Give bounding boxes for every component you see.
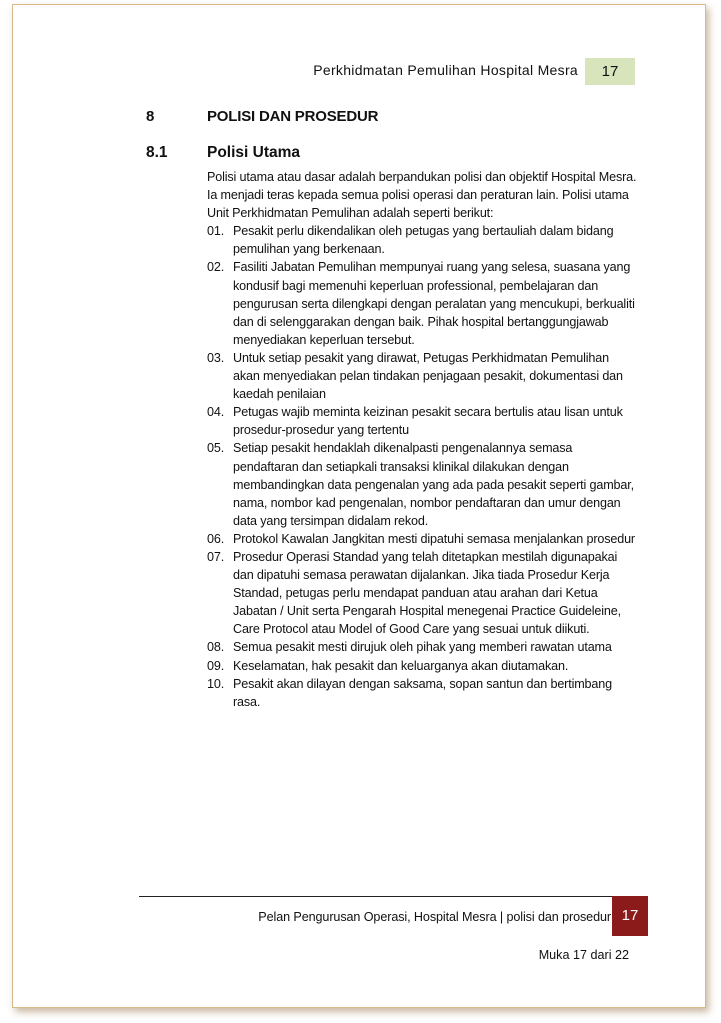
list-item-number: 05. [207,441,225,456]
list-item-text: Pesakit akan dilayan dengan saksama, sopan santun dan bertimbang rasa. [233,676,612,709]
list-item-text: Semua pesakit mesti dirujuk oleh pihak yang memberi rawatan utama [233,640,612,655]
list-item-text: Setiap pesakit hendaklah dikenalpasti pengenalannya semasa pendaftaran dan setiapkali transaksi klinikal dilakukan dengan membandingkan data pengenalan yang ada pada pesakit seperti gambar, nama, nombor kad pengenalan, nombor pendaftaran dan umur dengan data yang tersimpan didalam rekod. [233,441,634,528]
list-item-number: 09. [207,658,225,673]
list-item-text: Untuk setiap pesakit yang dirawat, Petugas Perkhidmatan Pemulihan akan menyediakan pelan tindakan penjagaan pesakit, dokumentasi dan kaedah penilaian [233,350,623,402]
list-item [207,638,637,656]
list-item [207,657,637,675]
header-title: Perkhidmatan Pemulihan Hospital Mesra [313,62,578,78]
list-item [207,403,637,439]
list-item-number: 04. [207,405,225,420]
list-item-number: 10. [207,676,225,691]
list-item-number: 07. [207,549,225,564]
list-item [207,258,637,348]
policy-list [207,222,637,711]
list-item-number: 08. [207,640,225,655]
list-item-text: Petugas wajib meminta keizinan pesakit secara bertulis atau lisan untuk prosedur-prosedur yang tertentu [233,405,623,438]
list-item-text: Keselamatan, hak pesakit dan keluarganya akan diutamakan. [233,658,569,673]
list-item-number: 06. [207,531,225,546]
section-title: POLISI DAN PROSEDUR [207,108,379,125]
list-item-text: Prosedur Operasi Standad yang telah ditetapkan mestilah digunapakai dan dipatuhi semasa perawatan dijalankan. Jika tiada Prosedur Kerja Standad, petugas perlu mendapat panduan atau arahan dari Ketua Jabatan / Unit serta Pengarah Hospital menegenai Practice Guideleine, Care Protocol atau Model of Good Care yang sesuai untuk diikuti. [233,549,621,637]
subsection-body [207,168,637,711]
footer-text: Pelan Pengurusan Operasi, Hospital Mesra | polisi dan prosedur [258,910,611,924]
footer-page-number: 17 [612,896,648,936]
subsection-title: Polisi Utama [207,144,301,161]
list-item-number: 03. [207,350,225,365]
list-item [207,675,637,711]
list-item-text: Pesakit perlu dikendalikan oleh petugas yang bertauliah dalam bidang pemulihan yang berkenaan. [233,224,614,257]
list-item [207,439,637,529]
list-item [207,222,637,258]
list-item [207,530,637,548]
header-page-number: 17 [585,58,635,85]
list-item [207,349,637,403]
page-header [290,58,635,85]
list-item [207,548,637,638]
section-number: 8 [146,108,155,125]
list-item-number: 02. [207,260,225,275]
list-item-number: 01. [207,224,225,239]
subsection-number: 8.1 [146,144,168,161]
page-count: Muka 17 dari 22 [538,948,629,962]
list-item-text: Protokol Kawalan Jangkitan mesti dipatuhi semasa menjalankan prosedur [233,531,635,546]
list-item-text: Fasiliti Jabatan Pemulihan mempunyai ruang yang selesa, suasana yang kondusif bagi memenuhi keperluan professional, pembelajaran dan pengurusan serta dilengkapi dengan peralatan yang mencukupi, berkualiti dan di selenggarakan dengan baik. Pihak hospital bertanggungjawab menyediakan keperluan tersebut. [233,260,635,347]
intro-paragraph: Polisi utama atau dasar adalah berpandukan polisi dan objektif Hospital Mesra. Ia menjadi teras kepada semua polisi operasi dan peraturan lain. Polisi utama Unit Perkhidmatan Pemulihan adalah seperti berikut: [207,170,637,221]
footer-divider [139,896,612,897]
